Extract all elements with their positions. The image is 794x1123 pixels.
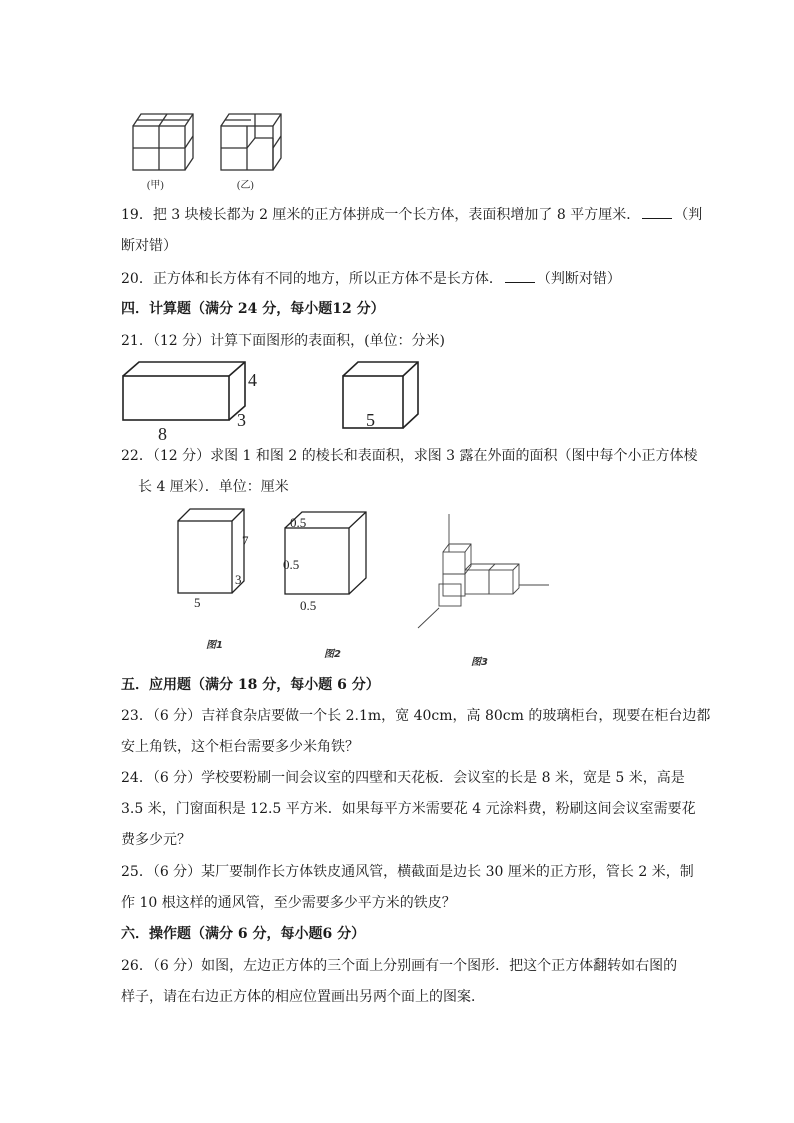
fig18-caption-left: (甲) <box>147 180 164 191</box>
q24-line1: 24．（6 分）学校要粉刷一间会议室的四壁和天花板．会议室的长是 8 米，宽是 5 米，高是 <box>121 770 685 786</box>
q21-cuboid-figure <box>120 360 270 445</box>
section-5-title: 五．应用题（满分 18 分，每小题 6 分） <box>121 677 380 693</box>
cuboid-width-label: 3 <box>237 410 246 430</box>
q19-line1: 19．把 3 块棱长都为 2 厘米的正方体拼成一个长方体，表面积增加了 8 平方厘米． （判 <box>121 204 702 225</box>
q24-line2: 3.5 米，门窗面积是 12.5 平方米．如果每平方米需要花 4 元涂料费，粉刷这间会议室需要花 <box>121 801 696 817</box>
cube-edge-label: 5 <box>366 410 375 430</box>
section-4-title: 四．计算题（满分 24 分，每小题12 分） <box>121 301 385 317</box>
q20-answer-blank[interactable] <box>505 268 535 283</box>
q26-line2: 样子，请在右边正方体的相应位置画出另两个面上的图案． <box>121 989 485 1005</box>
q22-line1: 22．（12 分）求图 1 和图 2 的棱长和表面积，求图 3 露在外面的面积（图中每个小正方体棱 <box>121 448 698 464</box>
q21-text: 21．（12 分）计算下面图形的表面积，(单位：分米) <box>121 333 446 349</box>
q19-line2: 断对错） <box>121 238 177 254</box>
fig3-caption: 图3 <box>471 657 488 668</box>
fig1-length-label: 5 <box>194 595 201 610</box>
q21-cube-figure <box>340 360 430 435</box>
fig2-top-label: 0.5 <box>290 515 307 530</box>
q22-line2: 长 4 厘米）．单位：厘米 <box>138 479 289 495</box>
cuboid-length-label: 8 <box>158 424 167 444</box>
fig1-height-label: 7 <box>242 533 249 548</box>
q23-line2: 安上角铁，这个柜台需要多少米角铁？ <box>121 739 359 755</box>
fig2-bottom-label: 0.5 <box>300 598 317 613</box>
q25-line2: 作 10 根这样的通风管，至少需要多少平方米的铁皮？ <box>121 895 456 911</box>
fig1-width-label: 3 <box>235 572 242 587</box>
q22-fig2 <box>282 508 382 658</box>
fig2-caption: 图2 <box>324 649 341 660</box>
q19-answer-blank[interactable] <box>642 204 672 219</box>
q18-figure <box>125 108 295 193</box>
q26-line1: 26．（6 分）如图，左边正方体的三个面上分别画有一个图形．把这个正方体翻转如右图的 <box>121 958 678 974</box>
q22-fig1 <box>170 505 260 650</box>
q24-line3: 费多少元？ <box>121 832 191 848</box>
q22-fig3 <box>415 512 555 672</box>
q20-text: 20．正方体和长方体有不同的地方，所以正方体不是长方体． （判断对错） <box>121 268 621 289</box>
q25-line1: 25．（6 分）某厂要制作长方体铁皮通风管，横截面是边长 30 厘米的正方形，管长 2 米，制 <box>121 864 694 880</box>
fig2-left-label: 0.5 <box>283 557 300 572</box>
fig18-caption-right: (乙) <box>237 180 254 191</box>
cuboid-height-label: 4 <box>248 370 257 390</box>
q23-line1: 23．（6 分）吉祥食杂店要做一个长 2.1m，宽 40cm，高 80cm 的玻璃柜台，现要在柜台边都 <box>121 708 711 724</box>
fig1-caption: 图1 <box>206 640 223 651</box>
section-6-title: 六．操作题（满分 6 分，每小题6 分） <box>121 926 366 942</box>
